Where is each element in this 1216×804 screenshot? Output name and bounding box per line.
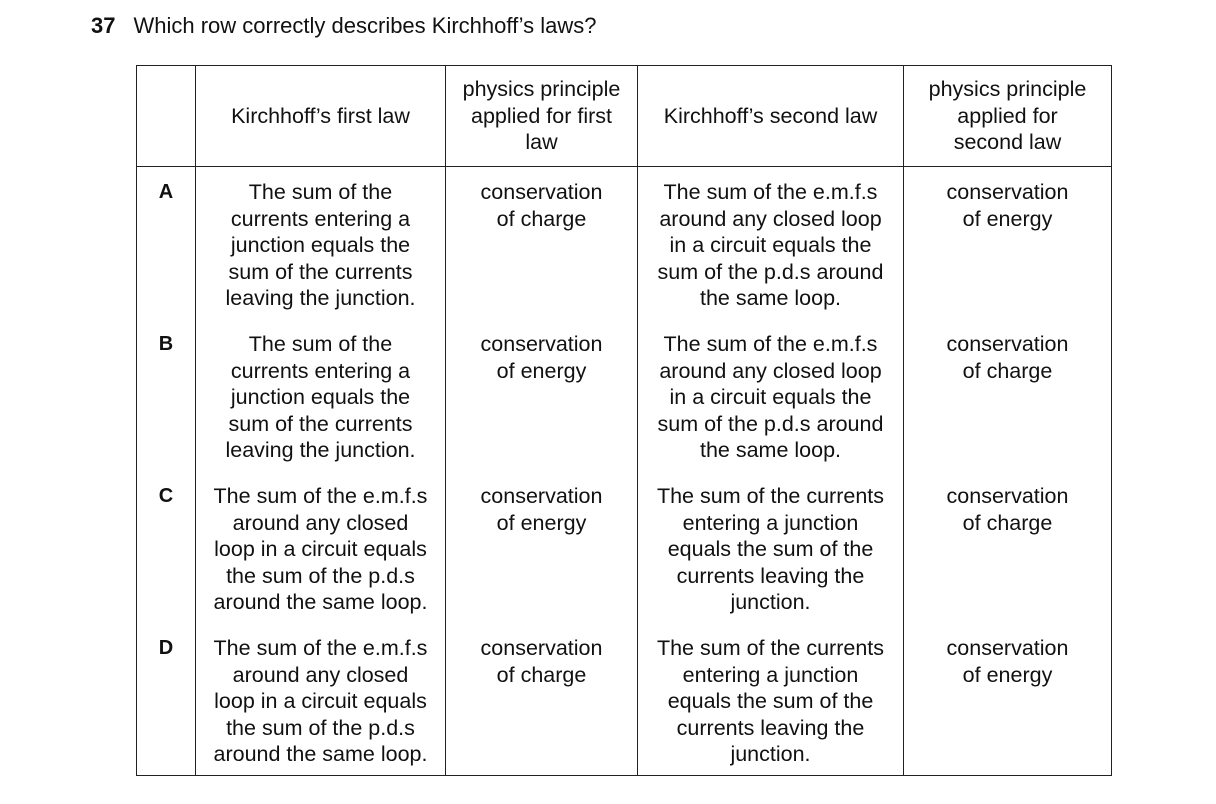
cell-line: conservation <box>480 484 603 508</box>
cell-line: junction equals the <box>230 385 411 409</box>
cell-line: entering a junction <box>682 510 859 535</box>
cell-line: of charge <box>962 510 1053 535</box>
cell-line: sum of the p.d.s around <box>657 411 884 436</box>
table-row <box>137 623 1112 776</box>
header-second-principle <box>904 66 1112 167</box>
cell-line: around the same loop. <box>213 590 428 614</box>
question-text: Which row correctly describes Kirchhoff’s laws? <box>133 13 597 38</box>
first-principle-cell <box>446 623 638 776</box>
header-first-law: Kirchhoff’s first law <box>196 66 446 167</box>
cell-line: currents leaving the <box>676 715 865 740</box>
cell-line: around any closed loop <box>659 206 882 231</box>
cell-line: entering a junction <box>682 662 859 687</box>
cell-line: of charge <box>496 206 587 231</box>
header-line: physics principle <box>928 77 1087 102</box>
first-law-cell <box>196 623 446 776</box>
cell-line: currents entering a <box>230 206 411 231</box>
cell-line: conservation <box>480 332 603 356</box>
cell-line: in a circuit equals the <box>669 385 872 409</box>
first-law-cell <box>196 167 446 320</box>
cell-line: conservation <box>480 180 603 204</box>
cell-line: The sum of the e.m.f.s <box>213 484 428 508</box>
cell-line: currents leaving the <box>676 563 865 588</box>
header-line: law <box>525 130 558 155</box>
cell-line: leaving the junction. <box>225 286 416 310</box>
cell-line: sum of the currents <box>228 411 413 436</box>
cell-line: The sum of the <box>248 332 393 356</box>
cell-line: the same loop. <box>699 438 842 462</box>
cell-line: loop in a circuit equals <box>214 537 427 561</box>
cell-line: around any closed loop <box>659 358 882 383</box>
second-law-cell <box>638 167 904 320</box>
cell-line: the sum of the p.d.s <box>226 563 415 588</box>
cell-line: of energy <box>496 510 587 535</box>
table-row <box>137 319 1112 471</box>
cell-line: equals the sum of the <box>667 689 874 713</box>
header-second-law: Kirchhoff’s second law <box>638 66 904 167</box>
header-line: physics principle <box>462 77 621 102</box>
second-principle-cell <box>904 623 1112 776</box>
option-letter: D <box>137 623 196 776</box>
cell-line: loop in a circuit equals <box>214 689 427 713</box>
second-principle-cell <box>904 167 1112 320</box>
table-row <box>137 471 1112 623</box>
cell-line: The sum of the <box>248 180 393 204</box>
cell-line: of energy <box>962 662 1053 687</box>
second-principle-cell <box>904 319 1112 471</box>
cell-line: sum of the currents <box>228 259 413 284</box>
cell-line: in a circuit equals the <box>669 233 872 257</box>
cell-line: around any closed <box>232 662 409 687</box>
first-principle-cell <box>446 471 638 623</box>
first-law-cell <box>196 319 446 471</box>
cell-line: of energy <box>496 358 587 383</box>
cell-line: The sum of the e.m.f.s <box>663 180 878 204</box>
cell-line: conservation <box>946 332 1069 356</box>
cell-line: of energy <box>962 206 1053 231</box>
cell-line: currents entering a <box>230 358 411 383</box>
kirchhoff-table <box>136 65 1112 776</box>
header-line: applied for <box>957 103 1058 128</box>
cell-line: conservation <box>480 636 603 660</box>
cell-line: junction. <box>730 590 811 614</box>
cell-line: conservation <box>946 180 1069 204</box>
cell-line: The sum of the e.m.f.s <box>213 636 428 660</box>
cell-line: the sum of the p.d.s <box>226 715 415 740</box>
cell-line: leaving the junction. <box>225 438 416 462</box>
header-line: second law <box>953 130 1062 155</box>
cell-line: conservation <box>946 484 1069 508</box>
cell-line: The sum of the e.m.f.s <box>663 332 878 356</box>
second-principle-cell <box>904 471 1112 623</box>
cell-line: sum of the p.d.s around <box>657 259 884 284</box>
second-law-cell <box>638 623 904 776</box>
cell-line: The sum of the currents <box>656 636 885 660</box>
cell-line: the same loop. <box>699 286 842 310</box>
table-body <box>137 167 1112 776</box>
header-line: applied for first <box>470 103 612 128</box>
table-row <box>137 167 1112 320</box>
second-law-cell <box>638 319 904 471</box>
header-option <box>137 66 196 167</box>
option-letter: A <box>137 167 196 320</box>
cell-line: equals the sum of the <box>667 537 874 561</box>
cell-line: The sum of the currents <box>656 484 885 508</box>
cell-line: conservation <box>946 636 1069 660</box>
header-first-principle <box>446 66 638 167</box>
cell-line: junction equals the <box>230 233 411 257</box>
cell-line: junction. <box>730 742 811 766</box>
cell-line: of charge <box>496 662 587 687</box>
question-number: 37 <box>91 13 116 38</box>
header-row <box>137 66 1112 167</box>
option-letter: C <box>137 471 196 623</box>
cell-line: around any closed <box>232 510 409 535</box>
first-principle-cell <box>446 319 638 471</box>
second-law-cell <box>638 471 904 623</box>
question <box>91 12 596 40</box>
first-law-cell <box>196 471 446 623</box>
cell-line: around the same loop. <box>213 742 428 766</box>
first-principle-cell <box>446 167 638 320</box>
option-letter: B <box>137 319 196 471</box>
cell-line: of charge <box>962 358 1053 383</box>
